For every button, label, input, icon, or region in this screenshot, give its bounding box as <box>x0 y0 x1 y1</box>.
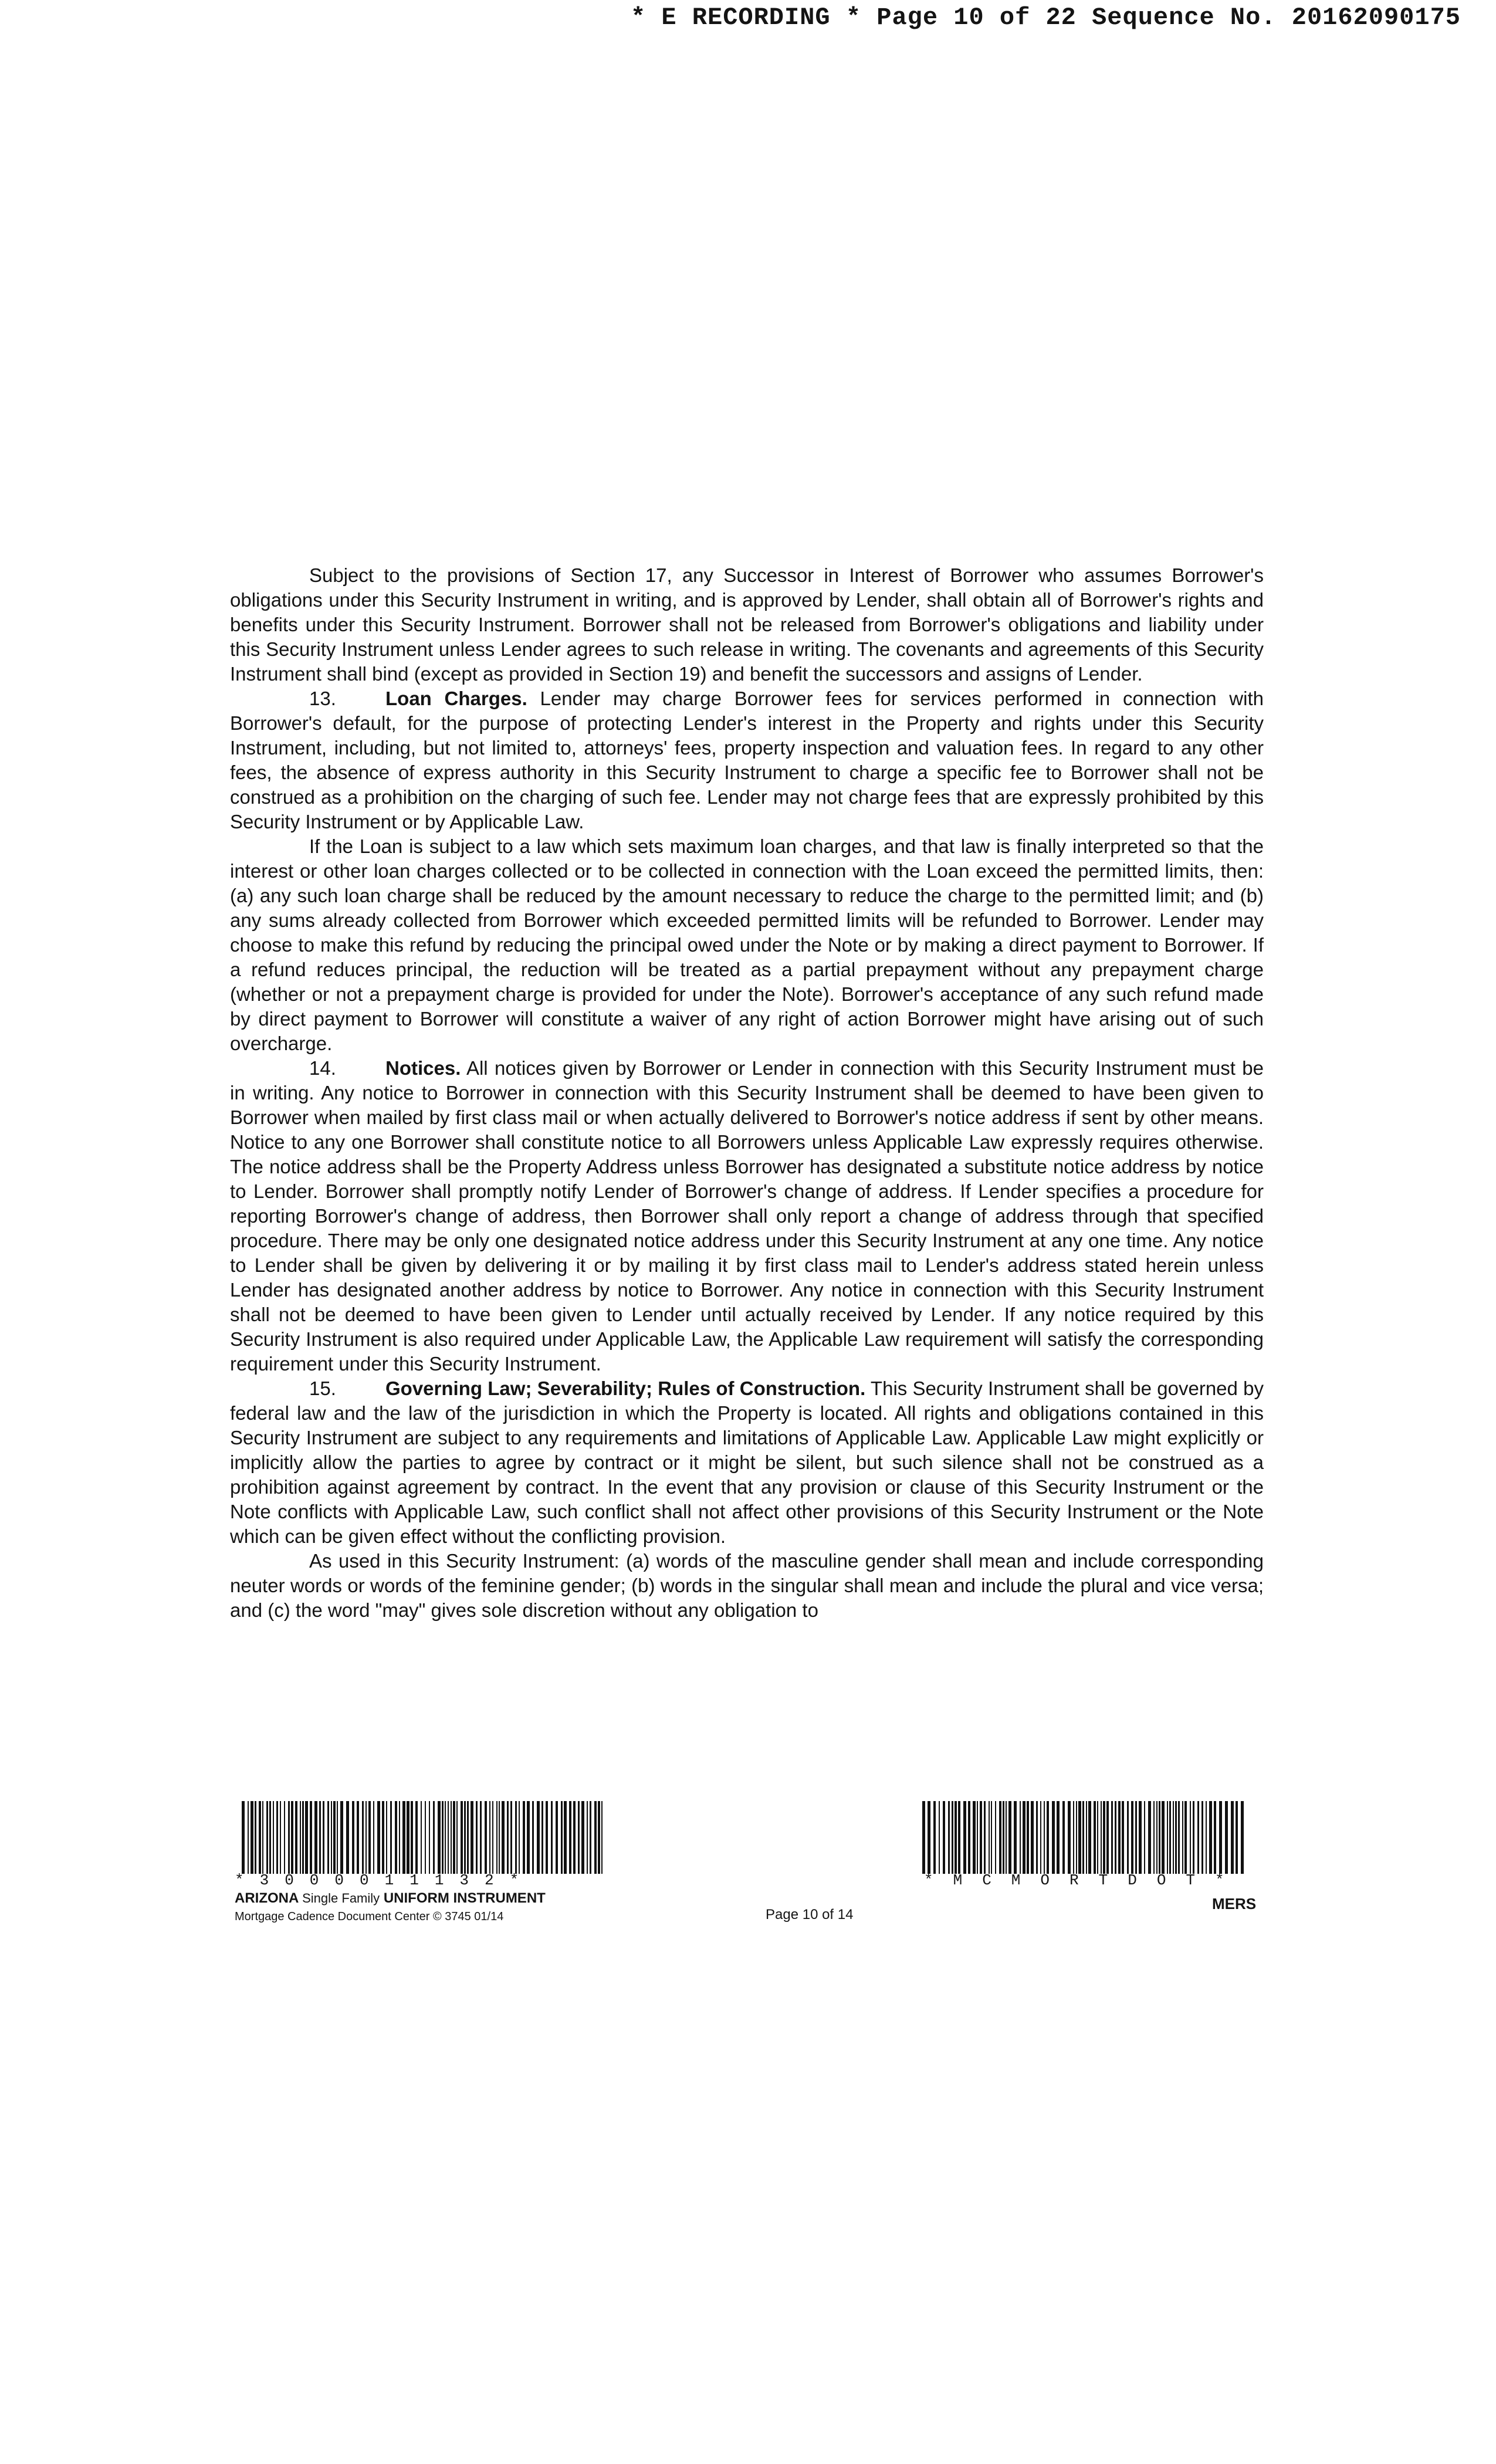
barcode-bar <box>532 1801 534 1874</box>
barcode-bar <box>991 1801 992 1874</box>
barcode-bar <box>561 1801 563 1874</box>
barcode-bar <box>1115 1801 1116 1874</box>
barcode-bar <box>958 1801 960 1874</box>
barcode-bar <box>373 1801 374 1874</box>
barcode-bar <box>302 1801 304 1874</box>
barcode-bar <box>429 1801 430 1874</box>
document-body <box>230 563 1264 1623</box>
barcode-bar <box>259 1801 261 1874</box>
barcode-bar <box>333 1801 336 1874</box>
section-13-paragraph-2: If the Loan is subject to a law which sets maximum loan charges, and that law is finally interpreted so that the interest or other loan charges collected or to be collected in connection with the Loan exceed the permitted limits, then: (a) any such loan charge shall be reduced by the amount necessary to reduce the charge to the permitted limit; and (b) any sums already collected from Borrower which exceeded permitted limits will be refunded to Borrower. Lender may choose to make this refund by reducing the principal owed under the Note or by making a direct payment to Borrower. If a refund reduces principal, the reduction will be treated as a partial prepayment without any prepayment charge (whether or not a prepayment charge is provided for under the Note). Borrower's acceptance of any such refund made by direct payment to Borrower will constitute a waiver of any right of action Borrower might have arising out of such overcharge. <box>230 835 1264 1054</box>
barcode-bar <box>471 1801 473 1874</box>
barcode-bar <box>248 1801 249 1874</box>
barcode-bar <box>1182 1801 1183 1874</box>
mers-label: MERS <box>1212 1895 1257 1913</box>
barcode-bar <box>1057 1801 1060 1874</box>
barcode-bar <box>546 1801 548 1874</box>
barcode-bar <box>314 1801 317 1874</box>
barcode-bar <box>1148 1801 1151 1874</box>
recording-stamp: * E RECORDING * Page 10 of 22 Sequence No. 20162090175 <box>630 4 1461 32</box>
barcode-bar <box>323 1801 324 1874</box>
barcode-bar <box>399 1801 400 1874</box>
barcode-bar <box>1086 1801 1087 1874</box>
barcode-bar <box>1236 1801 1238 1874</box>
barcode-bar <box>1023 1801 1025 1874</box>
barcode-bar <box>291 1801 293 1874</box>
barcode-bar <box>1106 1801 1109 1874</box>
barcode-bar <box>933 1801 936 1874</box>
barcode-bar <box>510 1801 512 1874</box>
barcode-bar <box>1175 1801 1177 1874</box>
barcode-bar <box>1082 1801 1084 1874</box>
section-15-paragraph <box>230 1376 1264 1549</box>
barcode-bar <box>502 1801 505 1874</box>
barcode-bar <box>1044 1801 1045 1874</box>
barcode-bar <box>340 1801 343 1874</box>
barcode-bar <box>507 1801 509 1874</box>
barcode-bar <box>973 1801 976 1874</box>
barcode-bar <box>1097 1801 1098 1874</box>
barcode-bar <box>357 1801 359 1874</box>
barcode-bar <box>300 1801 301 1874</box>
barcode-bar <box>382 1801 384 1874</box>
barcode-bar <box>573 1801 576 1874</box>
barcode-bar <box>1122 1801 1124 1874</box>
barcode-bar <box>464 1801 466 1874</box>
section-15-title: Governing Law; Severability; Rules of Construction. <box>385 1377 866 1399</box>
barcode-bar <box>295 1801 297 1874</box>
barcode-bar <box>485 1801 487 1874</box>
barcode-bar <box>1006 1801 1007 1874</box>
barcode-bar <box>456 1801 458 1874</box>
barcode-bar <box>337 1801 338 1874</box>
section-15-text: This Security Instrument shall be governed by federal law and the law of the jurisdiction in which the Property is located. All rights and obligations contained in this Security Instrument are subject to any requirements and limitations of Applicable Law. Applicable Law might explicitly or implicitly allow the parties to agree by contract or it might be silent, but such silence shall not be construed as a prohibition against agreement by contract. In the event that any provision or clause of this Security Instrument or the Note conflicts with Applicable Law, such conflict shall not affect other provisions of this Security Instrument or the Note which can be given effect without the conflicting provision. <box>230 1377 1264 1547</box>
barcode-bar <box>519 1801 520 1874</box>
barcode-bar <box>1193 1801 1194 1874</box>
barcode-bar <box>587 1801 588 1874</box>
barcode-bar <box>541 1801 543 1874</box>
barcode-bar <box>955 1801 957 1874</box>
barcode-bar <box>499 1801 500 1874</box>
barcode-bar <box>1209 1801 1212 1874</box>
barcode-bar <box>1139 1801 1142 1874</box>
barcode-bar <box>980 1801 982 1874</box>
barcode-bar <box>523 1801 525 1874</box>
barcode-bar <box>1219 1801 1222 1874</box>
barcode-bar <box>448 1801 449 1874</box>
barcode-bar <box>1052 1801 1055 1874</box>
section-14-paragraph <box>230 1056 1264 1376</box>
barcode-bar <box>377 1801 380 1874</box>
barcode-bar <box>1178 1801 1180 1874</box>
barcode-bar <box>984 1801 986 1874</box>
form-name: UNIFORM INSTRUMENT <box>383 1890 546 1906</box>
barcode-bar <box>977 1801 978 1874</box>
barcode-bar <box>1036 1801 1038 1874</box>
barcode-bar <box>331 1801 332 1874</box>
barcode-bar <box>288 1801 290 1874</box>
form-state: ARIZONA <box>235 1890 299 1906</box>
barcode-bar <box>569 1801 571 1874</box>
barcode-bar <box>1008 1801 1011 1874</box>
barcode-bar <box>1020 1801 1021 1874</box>
barcode-bar <box>269 1801 271 1874</box>
barcode-bar <box>451 1801 452 1874</box>
barcode-bar <box>1225 1801 1228 1874</box>
barcode-bar <box>327 1801 329 1874</box>
barcode-bar <box>1103 1801 1105 1874</box>
barcode-bar <box>1131 1801 1133 1874</box>
barcode-bar <box>386 1801 387 1874</box>
successors-paragraph: Subject to the provisions of Section 17, any Successor in Interest of Borrower who assumes Borrower's obligations under this Security Instrument in writing, and is approved by Lender, shall obtain all of Borrower's rights and benefits under this Security Instrument. Borrower shall not be released from Borrower's obligations and liability under this Security Instrument unless Lender agrees to such release in writing. The covenants and agreements of this Security Instrument shall bind (except as provided in Section 19) and benefit the successors and assigns of Lender. <box>230 564 1264 685</box>
barcode-bar <box>922 1801 925 1874</box>
barcode-bar <box>928 1801 930 1874</box>
barcode-left <box>242 1801 605 1874</box>
barcode-right-caption: *MCMORTDOT* <box>924 1871 1244 1889</box>
barcode-bar <box>564 1801 567 1874</box>
barcode-bar <box>1167 1801 1168 1874</box>
barcode-bar <box>411 1801 413 1874</box>
barcode-bar <box>1031 1801 1034 1874</box>
form-type: Single Family <box>302 1891 380 1905</box>
section-15-number: 15. <box>309 1377 336 1399</box>
barcode-bar <box>438 1801 441 1874</box>
barcode-bar <box>1231 1801 1234 1874</box>
barcode-bar <box>1014 1801 1017 1874</box>
barcode-bar <box>442 1801 444 1874</box>
barcode-bar <box>1094 1801 1096 1874</box>
barcode-bar <box>390 1801 392 1874</box>
barcode-bar <box>305 1801 308 1874</box>
barcode-bar <box>1088 1801 1091 1874</box>
barcode-bar <box>489 1801 490 1874</box>
barcode-bar <box>365 1801 367 1874</box>
barcode-bar <box>421 1801 422 1874</box>
barcode-bar <box>1241 1801 1244 1874</box>
barcode-bar <box>527 1801 530 1874</box>
barcode-bar <box>999 1801 1001 1874</box>
barcode-bar <box>310 1801 312 1874</box>
barcode-bar <box>276 1801 278 1874</box>
barcode-bar <box>594 1801 597 1874</box>
barcode-left-caption: *3000011132* <box>235 1871 535 1889</box>
barcode-bar <box>445 1801 446 1874</box>
barcode-bar <box>433 1801 435 1874</box>
section-13-title: Loan Charges. <box>385 688 527 709</box>
section-15-paragraph-2: As used in this Security Instrument: (a) words of the masculine gender shall mean and include corresponding neuter words or words of the feminine gender; (b) words in the singular shall mean and include the plural and vice versa; and (c) the word "may" gives sole discretion without any obligation to <box>230 1550 1264 1621</box>
barcode-bar <box>1214 1801 1216 1874</box>
barcode-bar <box>415 1801 418 1874</box>
barcode-bar <box>1040 1801 1041 1874</box>
barcode-bar <box>1190 1801 1191 1874</box>
barcode-bar <box>346 1801 349 1874</box>
barcode-bar <box>461 1801 463 1874</box>
barcode-right <box>922 1801 1245 1874</box>
barcode-bar <box>1173 1801 1174 1874</box>
barcode-bar <box>968 1801 970 1874</box>
section-14-text: All notices given by Borrower or Lender in connection with this Security Instrument must be in writing. Any notice to Borrower in connection with this Security Instrument shall be deemed to have been given to Borrower when mailed by first class mail or when actually delivered to Borrower's notice address if sent by other means. Notice to any one Borrower shall constitute notice to all Borrowers unless Applicable Law expressly requires otherwise. The notice address shall be the Property Address unless Borrower has designated a substitute notice address by notice to Lender. Borrower shall promptly notify Lender of Borrower's change of address. If Lender specifies a procedure for reporting Borrower's change of address, then Borrower shall only report a change of address through that specified procedure. There may be only one designated notice address under this Security Instrument at any one time. Any notice to Lender shall be given by delivering it or by mailing it by first class mail to Lender's address stated herein unless Lender has designated another address by notice to Borrower. Any notice in connection with this Security Instrument shall not be deemed to have been given to Lender until actually received by Lender. If any notice required by this Security Instrument is also required under Applicable Law, the Applicable Law requirement will satisfy the corresponding requirement under this Security Instrument. <box>230 1057 1264 1375</box>
barcode-bar <box>251 1801 253 1874</box>
barcode-bar <box>556 1801 558 1874</box>
barcode-bar <box>943 1801 945 1874</box>
barcode-bar <box>407 1801 409 1874</box>
barcode-bar <box>948 1801 950 1874</box>
barcode-bar <box>1068 1801 1071 1874</box>
barcode-bar <box>1135 1801 1137 1874</box>
barcode-bar <box>1206 1801 1207 1874</box>
barcode-bar <box>939 1801 940 1874</box>
barcode-bar <box>1159 1801 1160 1874</box>
section-13-text: Lender may charge Borrower fees for services performed in connection with Borrower's default, for the purpose of protecting Lender's interest in the Property and rights under this Security Instrument, including, but not limited to, attorneys' fees, property inspection and valuation fees. In regard to any other fees, the absence of express authority in this Security Instrument to charge a specific fee to Borrower shall not be construed as a prohibition on the charging of such fee. Lender may not charge fees that are expressly prohibited by this Security Instrument or by Applicable Law. <box>230 688 1264 832</box>
barcode-bar <box>1047 1801 1049 1874</box>
barcode-bar <box>551 1801 553 1874</box>
barcode-bar <box>1153 1801 1155 1874</box>
barcode-bar <box>242 1801 245 1874</box>
barcode-bar <box>601 1801 603 1874</box>
barcode-bar <box>467 1801 469 1874</box>
barcode-bar <box>266 1801 268 1874</box>
barcode-bar <box>952 1801 953 1874</box>
barcode-bar <box>453 1801 455 1874</box>
barcode-bar <box>1169 1801 1171 1874</box>
barcode-bar <box>598 1801 600 1874</box>
barcode-bar <box>496 1801 497 1874</box>
barcode-bar <box>425 1801 426 1874</box>
barcode-bar <box>515 1801 517 1874</box>
barcode-bar <box>1003 1801 1004 1874</box>
barcode-bar <box>1101 1801 1102 1874</box>
barcode-bar <box>1078 1801 1081 1874</box>
barcode-bar <box>963 1801 966 1874</box>
barcode-bar <box>273 1801 274 1874</box>
barcode-bar <box>1062 1801 1065 1874</box>
barcode-bar <box>368 1801 371 1874</box>
section-13-number: 13. <box>309 688 336 709</box>
barcode-bar <box>255 1801 256 1874</box>
page-number: Page 10 of 14 <box>766 1907 854 1923</box>
copyright-line: Mortgage Cadence Document Center © 3745 01/14 <box>235 1910 504 1923</box>
barcode-bar <box>1118 1801 1121 1874</box>
barcode-bar <box>989 1801 990 1874</box>
section-14-title: Notices. <box>385 1057 461 1079</box>
barcode-bar <box>362 1801 364 1874</box>
section-13-paragraph <box>230 686 1264 834</box>
barcode-bar <box>395 1801 397 1874</box>
barcode-bar <box>590 1801 591 1874</box>
barcode-bar <box>1127 1801 1129 1874</box>
barcode-bar <box>1073 1801 1074 1874</box>
barcode-bar <box>1027 1801 1029 1874</box>
barcode-bar <box>402 1801 405 1874</box>
barcode-bar <box>1184 1801 1187 1874</box>
barcode-bar <box>476 1801 478 1874</box>
barcode-bar <box>1162 1801 1165 1874</box>
barcode-bar <box>319 1801 321 1874</box>
barcode-bar <box>262 1801 263 1874</box>
barcode-bar <box>1201 1801 1203 1874</box>
barcode-bar <box>537 1801 540 1874</box>
barcode-bar <box>280 1801 281 1874</box>
barcode-bar <box>284 1801 285 1874</box>
barcode-bar <box>1144 1801 1145 1874</box>
barcode-bar <box>1156 1801 1157 1874</box>
barcode-bar <box>480 1801 482 1874</box>
barcode-bar <box>578 1801 580 1874</box>
barcode-bar <box>1197 1801 1199 1874</box>
form-identifier <box>235 1890 546 1907</box>
barcode-bar <box>352 1801 354 1874</box>
barcode-bar <box>492 1801 493 1874</box>
section-14-number: 14. <box>309 1057 336 1079</box>
barcode-bar <box>581 1801 584 1874</box>
barcode-bar <box>1076 1801 1077 1874</box>
barcode-bar <box>1111 1801 1113 1874</box>
barcode-bar <box>995 1801 996 1874</box>
